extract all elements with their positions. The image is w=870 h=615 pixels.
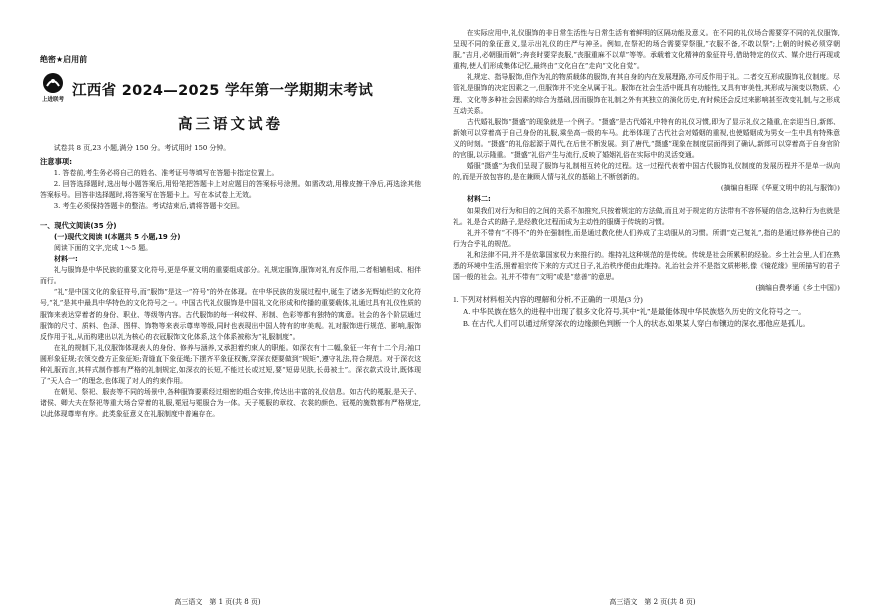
notice-item: 1. 答卷前,考生务必将自己的姓名、准考证号等填写在答题卡指定位置上。 [53, 168, 279, 177]
notice-item: 3. 考生必须保持答题卡的整洁。考试结束后,请将答题卡交回。 [53, 201, 244, 210]
page-footer: 高三语文 第 1 页(共 8 页) [174, 598, 261, 606]
exam-page-2 [435, 0, 870, 615]
confidential-label: 绝密★启用前 [40, 55, 88, 64]
question-1-option-a: A. 中华民族在悠久的进程中出现了很多文化符号,其中“礼”是最能体现中华民族悠久历史的文化符号之一。 [463, 306, 806, 316]
passage-paragraph: 在实际应用中,礼仪服饰的非日常生活性与日常生活有着鲜明的区隔功能及意义。在不同的礼仪场合需要穿不同的礼仪服饰,呈现不同的象征意义,显示出礼仪的庄严与神圣。例如,在祭祀的场合需要穿祭服,“衣服不备,不敢以祭”;上朝的时候必须穿朝服,“吉月,必朝服而朝”;奔丧时要穿丧服,“丧服重麻不以草”等等。承载着文化精神的象征符号,借助特定的仪式、媒介进行再现或重构,使人们形成集体记忆,最终由“文化自在”走向“文化自觉”。 [453, 29, 840, 71]
passage-paragraph: 在礼的规制下,礼仪服饰体现表人的身份、修养与涵养,又承担着约束人的职能。如深衣有十二幅,象征一年有十二个月;袖口圆形象征规;衣领交叠方正象征矩;背缝直下象征绳;下摆齐平象征权衡,穿深衣便要做到“规矩”,遵守礼法,符合规范。对于深衣这种礼服而言,其样式制作都有严格的礼制规定,如深衣的长短,不能过长或过短,要“短毋见肤,长毋被土”。深衣款式设计,既体现了“天人合一”的理念,也体现了对人的约束作用。 [40, 343, 421, 386]
notice-item: 2. 回答选择题时,选出每小题答案后,用铅笔把答题卡上对应题目的答案标号涂黑。如需改动,用橡皮擦干净后,再选涂其他答案标号。回答非选择题时,将答案写在答题卡上。写在本试卷上无效。 [40, 179, 421, 199]
passage-paragraph: “礼”是中国文化的象征符号,而“服饰”是这一“符号”的外在体现。在中华民族的发展过程中,诞生了诸多光辉灿烂的文化符号,“礼”是其中最具中华特色的文化符号之一。中国古代礼仪服饰是中国礼文化形成和传播的重要载体,礼通过具有礼仪性质的服饰来表达穿着者的身份、职业、等级等内容。古代服饰的每一种纹样、形制、色彩等都有独特的寓意。社会的各个阶层通过服饰的尺寸、质料、色泽、图样、饰物等来表示尊卑等级,同时也表现出中国人特有的审美观。礼对服饰进行规范、影响,服饰反作用于礼,从而构建出以礼为核心的衣冠服饰文化体系,这个体系被称为“礼服制度”。 [40, 288, 421, 341]
subsection-heading: (一)现代文阅读 Ⅰ(本题共 5 小题,19 分) [54, 232, 181, 241]
paper-title: 高三语文试卷 [178, 117, 283, 133]
question-1-option-b: B. 在古代,人们可以通过所穿深衣的边缘颜色判断一个人的状态,如果某人穿白布镶边的深衣,那他应是孤儿。 [463, 318, 810, 328]
publisher-logo-text: 上进联考 [41, 97, 64, 103]
exam-header [40, 71, 421, 107]
publisher-logo-icon [42, 72, 64, 94]
section-heading: 一、现代文阅读(35 分) [40, 221, 117, 231]
question-1-stem: 1. 下列对材料相关内容的理解和分析,不正确的一项是(3 分) [453, 295, 643, 305]
passage-paragraph: 古代婚礼服饰“摄盛”的现象就是一个例子。“摄盛”是古代婚礼中特有的礼仪习惯,即为了显示礼仪之隆重,在亲迎当日,新郎、新娘可以穿着高于自己身份的礼服,乘坐高一级的车马。此举体现了古代社会对婚姻的重视,也使婚姻成为男女一生中具有特殊意义的时刻。“摄盛”的礼俗起源于周代,在后世不断发展。到了唐代,“摄盛”现象在制度层面得到了确认,新郎可以穿着高于自身官阶的官服,以示隆重。“摄盛”礼俗产生与流行,反映了婚姻礼俗在实际中的灵活变通。 [453, 117, 840, 160]
passage-paragraph: 礼和法律不同,并不是依靠国家权力来推行的。维持礼这种规范的是传统。传统是社会所累积的经验。乡土社会里,人们在熟悉的环境中生活,照着祖宗传下来的方式过日子,礼治秩序便由此维持。礼治社会并不是指文质彬彬,像《镜花缘》里所描写的君子国一般的社会。礼并不带有“文明”或是“慈善”的意思。 [453, 250, 840, 282]
material-2-label: 材料二: [467, 195, 491, 204]
passage-paragraph: 在朝见、祭祀、服丧等不同的场景中,各种服饰要素经过细密的组合安排,传达出丰富的礼仪信息。如古代的冕服,是天子、诸侯、卿大夫在祭祀等重大场合穿着的礼服,冕冠与冕服合为一体。天子冕服的章纹、衣裳的颜色、冠冕的旒数都有严格规定,以此体现尊卑有序。此类象征意义在礼服制度中普遍存在。 [40, 388, 421, 419]
material-2-source: (摘编自费孝通《乡土中国》) [755, 284, 840, 293]
material-1-source: (摘编自相琛《华夏文明中的礼与服饰》) [720, 184, 840, 193]
passage-paragraph: 礼与服饰是中华民族的重要文化符号,更是华夏文明的重要组成部分。礼规定服饰,服饰对礼有反作用,二者相辅相成、相伴而行。 [40, 266, 421, 286]
page-footer: 高三语文 第 2 页(共 8 页) [609, 598, 696, 606]
passage-paragraph: 如果我们对行为和目的之间的关系不加推究,只按着规定的方法做,而且对于规定的方法带有不容怀疑的信念,这种行为也就是礼。礼是合式的路子,是经教化过程而成为主动性的服膺于传统的习惯。 [453, 206, 840, 226]
passage-paragraph: 礼规定、指导服饰,但作为礼的物质载体的服饰,有其自身的内在发展理路,亦可反作用于礼。二者交互形成服饰礼仪制度。尽管礼是服饰的决定因素之一,但服饰并不完全从属于礼。服饰在社会生活中既具有功能性,又具有审美性,其形成与演变以物质、心理、文化等多种社会因素的综合为基础,因而服饰在礼制之外有其独立的演化历史,有时候还会反过来影响甚至改变礼制,与之形成互动关系。 [453, 73, 840, 115]
reading-instruction: 阅读下面的文字,完成 1～5 题。 [54, 243, 153, 252]
passage-paragraph: 礼并不带有“不得不”的外在强制性,而是通过教化使人们养成了主动服从的习惯。所谓“克己复礼”,指的是通过修养使自己的行为合乎礼的规范。 [453, 228, 840, 248]
passage-paragraph: 婚服“摄盛”为我们呈现了服饰与礼制相互转化的过程。这一过程代表着中国古代服饰礼仪制度的发展历程并不是单一纵向的,而是开放包容的,是在兼顾人情与礼仪的基础上不断创新的。 [453, 162, 840, 182]
material-1-label: 材料一: [54, 254, 78, 263]
publisher-logo [40, 72, 66, 106]
exam-info: 试卷共 8 页,23 小题,满分 150 分。考试用时 150 分钟。 [53, 144, 231, 152]
exam-title: 江西省 2024—2025 学年第一学期期末考试 [72, 82, 374, 99]
notice-title: 注意事项: [40, 157, 73, 167]
